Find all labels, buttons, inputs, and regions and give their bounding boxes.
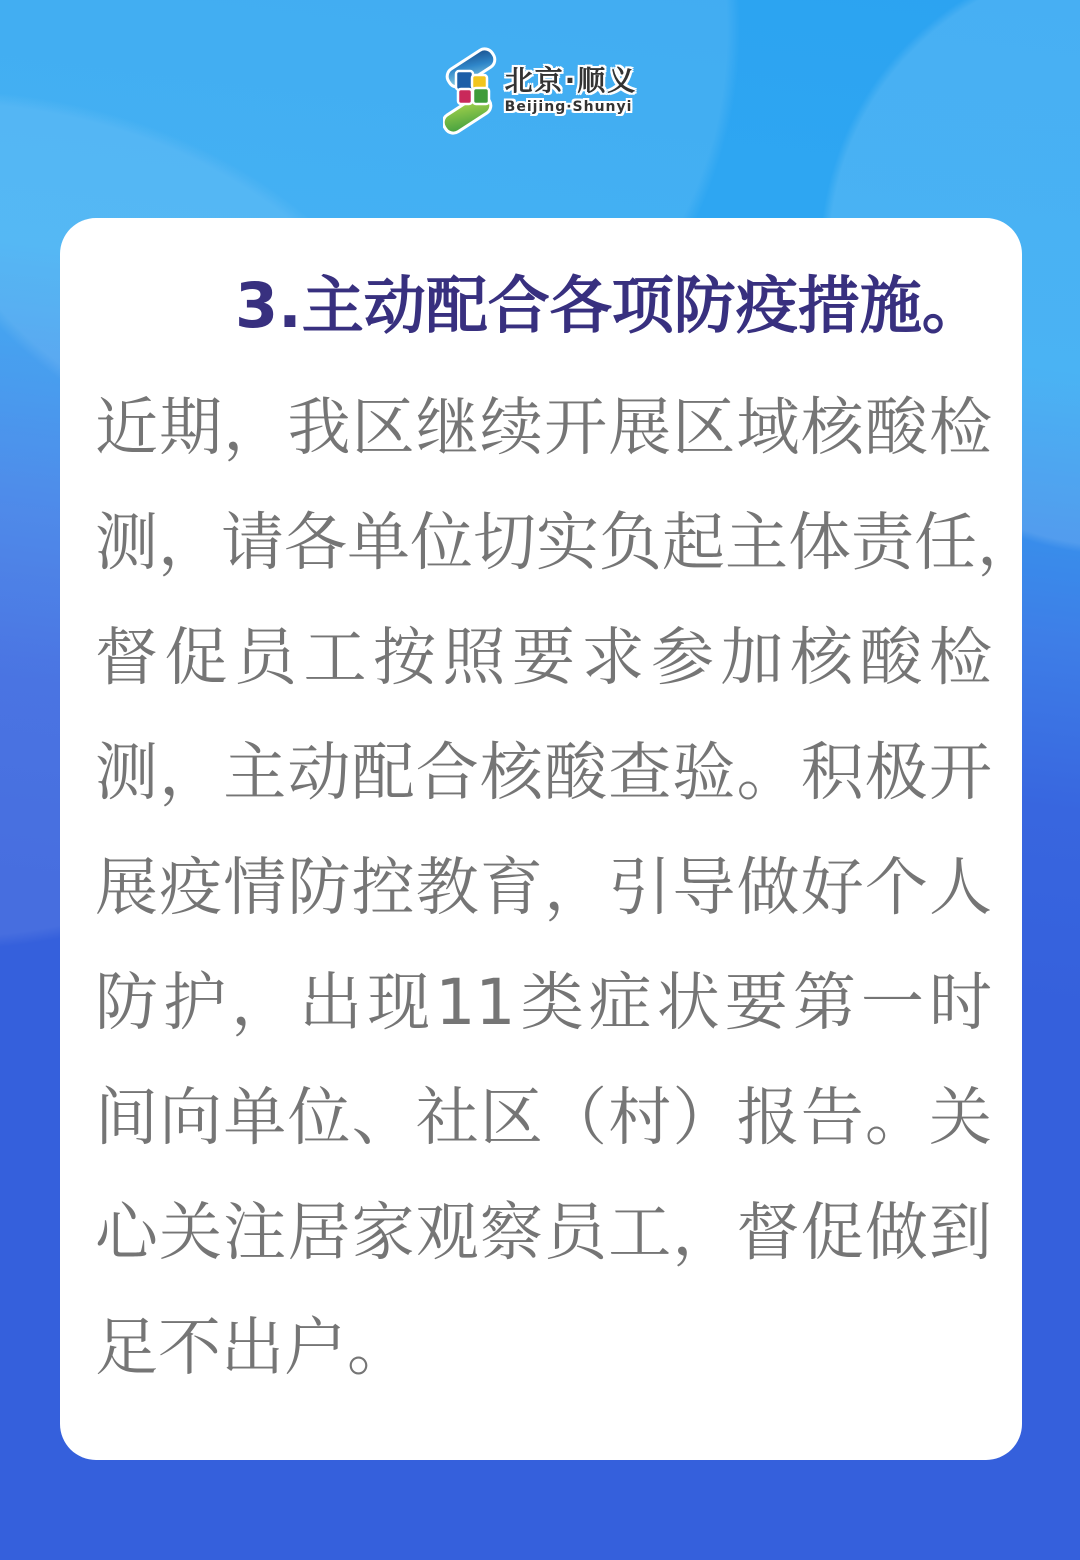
notice-body-line: 心关注居家观察员工，督促做到 bbox=[95, 1196, 992, 1269]
notice-body-line: 防护，出现11类症状要第一时 bbox=[95, 966, 992, 1039]
logo-title-zh: 北京·顺义 bbox=[504, 63, 638, 97]
notice-heading: 3.主动配合各项防疫措施。 bbox=[235, 269, 984, 342]
notice-body-line: 足不出户。 bbox=[95, 1311, 410, 1384]
notice-body-line: 测，主动配合核酸查验。积极开 bbox=[95, 736, 992, 809]
logo-title-en: Beijing·Shunyi bbox=[504, 98, 633, 115]
logo-text-block bbox=[504, 63, 638, 115]
notice-body-line: 近期，我区继续开展区域核酸检 bbox=[95, 391, 992, 464]
beijing-shunyi-logo bbox=[0, 42, 1080, 138]
logo-mark-icon bbox=[443, 42, 497, 138]
notice-body bbox=[95, 370, 1040, 1405]
notice-body-line: 测，请各单位切实负起主体责任， bbox=[95, 506, 1040, 579]
notice-body-line: 间向单位、社区（村）报告。关 bbox=[95, 1081, 992, 1154]
notice-body-line: 展疫情防控教育，引导做好个人 bbox=[95, 851, 992, 924]
notice-body-line: 督促员工按照要求参加核酸检 bbox=[95, 621, 992, 694]
notice-card bbox=[60, 218, 1040, 1460]
